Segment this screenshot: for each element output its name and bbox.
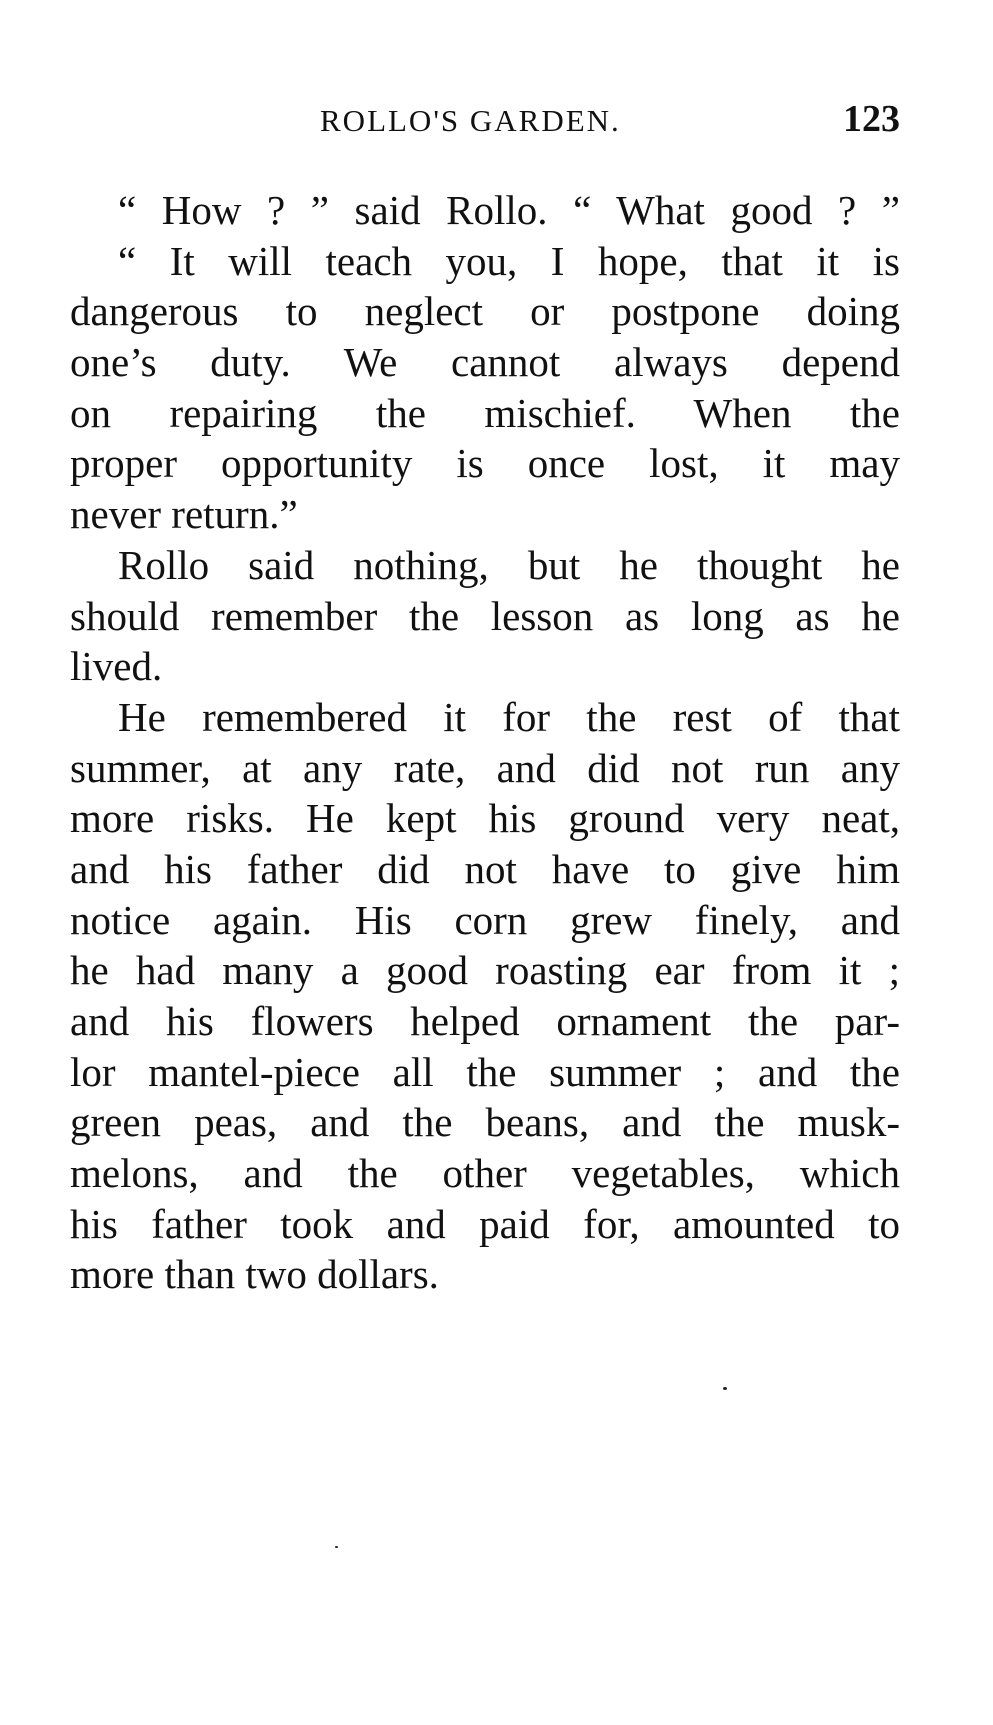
text-line: Rollo said nothing, but he thought he (118, 541, 900, 588)
text-line: proper opportunity is once lost, it may (70, 440, 900, 487)
text-line: should remember the lesson as long as he (70, 592, 900, 639)
text-line: one’s duty. We cannot always depend (70, 339, 900, 386)
text-line: more risks. He kept his ground very neat, (70, 795, 900, 842)
ink-speck (335, 1546, 338, 1548)
text-line: more than two dollars. (70, 1251, 439, 1298)
running-title: ROLLO'S GARDEN. (320, 103, 621, 138)
text-line: on repairing the mischief. When the (70, 389, 900, 436)
text-line: green peas, and the beans, and the musk- (70, 1099, 900, 1146)
text-line: and his flowers helped ornament the par- (70, 998, 900, 1044)
text-line: and his father did not have to give him (70, 845, 900, 892)
text-line: his father took and paid for, amounted to (70, 1200, 900, 1247)
text-line: melons, and the other vegetables, which (70, 1150, 900, 1197)
text-line: summer, at any rate, and did not run any (70, 744, 900, 791)
text-line: he had many a good roasting ear from it ; (70, 947, 900, 994)
text-line: lor mantel-piece all the summer ; and the (70, 1048, 900, 1095)
text-line: lived. (70, 643, 163, 690)
running-head (70, 98, 900, 147)
page-number: 123 (843, 98, 900, 140)
body-text (70, 185, 900, 1300)
text-line: notice again. His corn grew finely, and (70, 896, 900, 943)
text-line: dangerous to neglect or postpone doing (70, 288, 900, 335)
text-line: He remembered it for the rest of that (118, 693, 900, 740)
text-line: “ It will teach you, I hope, that it is (118, 237, 900, 284)
ink-speck (723, 1387, 727, 1390)
text-line: “ How ? ” said Rollo. “ What good ? ” (118, 187, 900, 233)
text-line: never return.” (70, 491, 298, 538)
